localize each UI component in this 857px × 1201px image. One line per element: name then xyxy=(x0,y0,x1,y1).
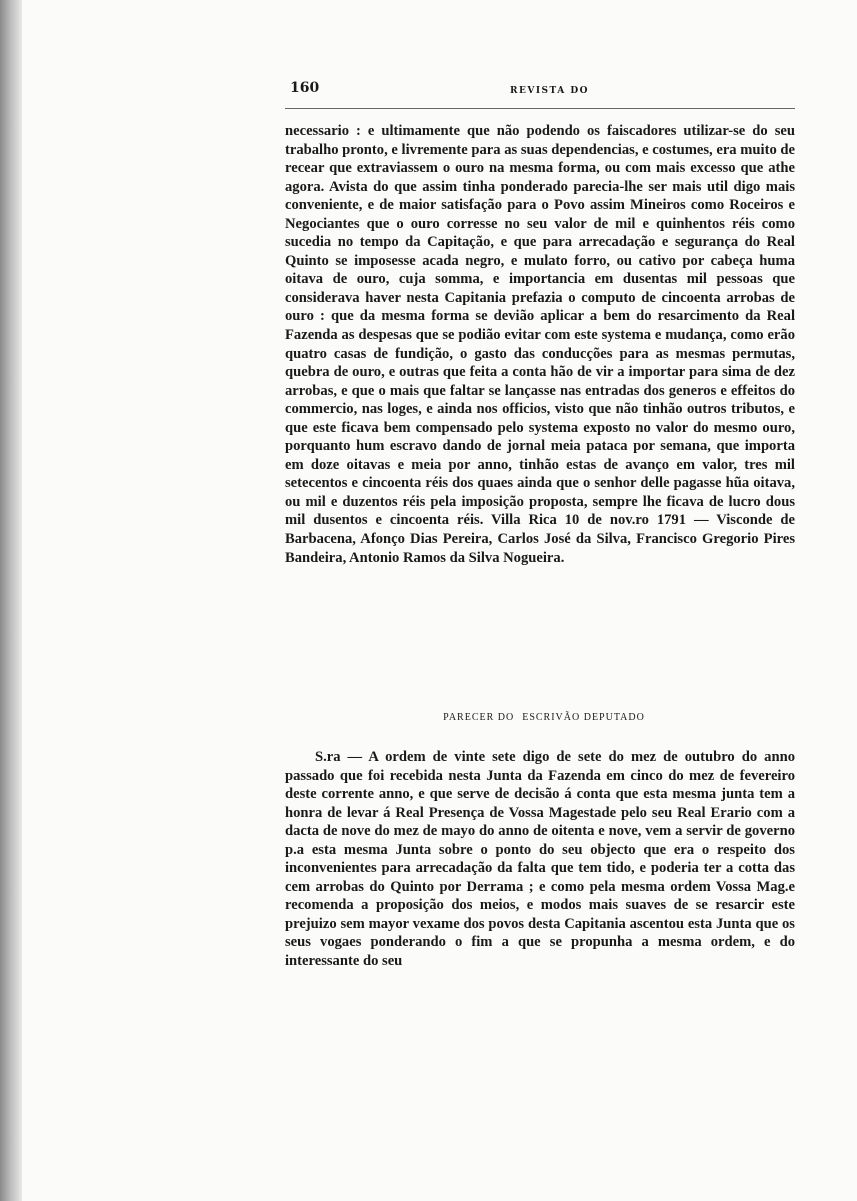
body-paragraph-1: necessario : e ultimamente que não podendo os faiscadores utilizar-se do seu trabalho pronto, e livremente para as suas dependencias, e costumes, era muito de recear que extraviassem o ouro na mesma forma, ou com mais excesso que athe agora. Avista do que assim tinha ponderado parecia-lhe ser mais util digo mais conveniente, e de maior satisfação para o Povo assim Mineiros como Roceiros e Negociantes que o ouro corresse no seu valor de mil e quinhentos réis como sucedia no tempo da Capitação, e que para arrecadação e segurança do Real Quinto se imposesse acada negro, e mulato forro, ou cativo por cabeça huma oitava de ouro, cuja somma, e importancia em dusentas mil pessoas que considerava haver nesta Capitania prefazia o computo de cincoenta arrobas de ouro : que da mesma forma se devião aplicar a bem do resarcimento da Real Fazenda as despesas que se podião evitar com este systema e mudança, como erão quatro casas de fundição, o gasto das conducções para as mesmas permutas, quebra de ouro, e outras que feita a conta hão de vir a importar para sima de dez arrobas, e que o mais que faltar se lançasse nas entradas dos generos e effeitos do commercio, nas loges, e ainda nos officios, visto que não tinhão outros tributos, e que este ficava bem compensado pelo systema exposto no valor do mesmo ouro, porquanto hum escravo dando de jornal meia pataca por semana, que importa em doze oitavas e meia por anno, tinhão estas de avanço em valor, tres mil setecentos e cincoenta réis dos quaes ainda que o senhor delle pagasse hũa oitava, ou mil e duzentos réis pela imposição proposta, sempre lhe ficava de lucro dous mil dusentos e cincoenta réis. Villa Rica 10 de nov.ro 1791 — Visconde de Barbacena, Afonço Dias Pereira, Carlos José da Silva, Francisco Gregorio Pires Bandeira, Antonio Ramos da Silva Nogueira. xyxy=(285,123,795,566)
section-heading xyxy=(285,712,795,723)
section-heading-part-2: ESCRIVÃO DEPUTADO xyxy=(522,712,645,723)
body-paragraph-2: S.ra — A ordem de vinte sete digo de sete do mez de outubro do anno passado que foi recebida nesta Junta da Fazenda em cinco do mez de fevereiro deste corrente anno, e que serve de decisão á conta que esta mesma junta tem a honra de levar á Real Presença de Vossa Magestade pelo seu Real Erario com a dacta de nove do mez de mayo do anno de oitenta e nove, vem a servir de governo p.a esta mesma Junta sobre o ponto do seu objecto que era o respeito dos inconvenientes para arrecadação da falta que tem tido, e poderia ter a cotta das cem arrobas do Quinto por Derrama ; e como pela mesma ordem Vossa Mag.e recomenda a proposição dos meios, e modos mais suaves de se resarcir este prejuizo sem mayor vexame dos povos desta Capitania ascentou esta Junta que os seus vogaes ponderando o fim a que se propunha a mesma ordem, e do interessante do seu xyxy=(285,749,795,970)
page-number: 160 xyxy=(290,80,320,96)
scan-left-edge xyxy=(0,0,22,1201)
page-header xyxy=(285,78,795,109)
running-title: REVISTA DO xyxy=(510,86,589,96)
section-heading-part-1: PARECER DO xyxy=(443,712,515,723)
